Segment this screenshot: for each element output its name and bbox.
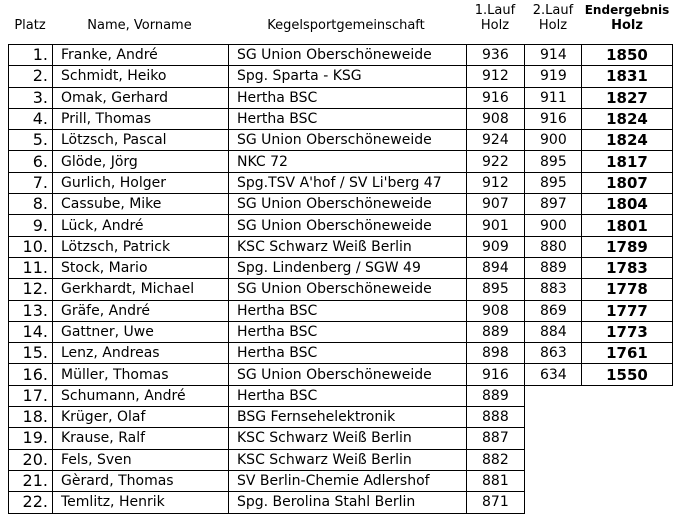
cell-lauf2: 869 bbox=[525, 300, 582, 321]
cell-lauf2: 900 bbox=[525, 215, 582, 236]
cell-lauf2 bbox=[525, 428, 582, 449]
cell-endergebnis: 1824 bbox=[582, 108, 673, 129]
table-row bbox=[9, 364, 673, 385]
cell-name: Franke, André bbox=[53, 45, 229, 66]
table-header bbox=[0, 0, 681, 40]
cell-endergebnis: 1789 bbox=[582, 236, 673, 257]
table-row bbox=[9, 215, 673, 236]
cell-lauf2: 897 bbox=[525, 194, 582, 215]
cell-endergebnis: 1804 bbox=[582, 194, 673, 215]
cell-lauf1: 894 bbox=[467, 257, 525, 278]
cell-verein: SG Union Oberschöneweide bbox=[229, 364, 467, 385]
cell-platz: 20. bbox=[9, 449, 53, 470]
table-row bbox=[9, 385, 673, 406]
cell-lauf1: 912 bbox=[467, 172, 525, 193]
table-row bbox=[9, 449, 673, 470]
cell-name: Gerkhardt, Michael bbox=[53, 279, 229, 300]
cell-platz: 16. bbox=[9, 364, 53, 385]
cell-platz: 21. bbox=[9, 470, 53, 491]
table-row bbox=[9, 428, 673, 449]
cell-lauf2 bbox=[525, 385, 582, 406]
table-row bbox=[9, 108, 673, 129]
cell-endergebnis: 1777 bbox=[582, 300, 673, 321]
cell-lauf1: 887 bbox=[467, 428, 525, 449]
cell-verein: Hertha BSC bbox=[229, 87, 467, 108]
cell-endergebnis: 1761 bbox=[582, 343, 673, 364]
cell-platz: 12. bbox=[9, 279, 53, 300]
cell-platz: 11. bbox=[9, 257, 53, 278]
cell-platz: 4. bbox=[9, 108, 53, 129]
cell-lauf1: 882 bbox=[467, 449, 525, 470]
cell-lauf2: 916 bbox=[525, 108, 582, 129]
cell-lauf2: 914 bbox=[525, 45, 582, 66]
cell-platz: 1. bbox=[9, 45, 53, 66]
cell-platz: 17. bbox=[9, 385, 53, 406]
cell-platz: 2. bbox=[9, 66, 53, 87]
header-lauf1-label: 1.Lauf bbox=[474, 3, 516, 18]
cell-lauf1: 916 bbox=[467, 364, 525, 385]
cell-name: Lück, André bbox=[53, 215, 229, 236]
cell-verein: SG Union Oberschöneweide bbox=[229, 45, 467, 66]
cell-lauf1: 912 bbox=[467, 66, 525, 87]
cell-name: Krause, Ralf bbox=[53, 428, 229, 449]
cell-endergebnis bbox=[582, 449, 673, 470]
cell-verein: Hertha BSC bbox=[229, 385, 467, 406]
cell-verein: KSC Schwarz Weiß Berlin bbox=[229, 449, 467, 470]
cell-endergebnis: 1850 bbox=[582, 45, 673, 66]
cell-lauf1: 901 bbox=[467, 215, 525, 236]
cell-lauf2 bbox=[525, 492, 582, 513]
cell-verein: KSC Schwarz Weiß Berlin bbox=[229, 236, 467, 257]
cell-lauf2: 911 bbox=[525, 87, 582, 108]
cell-lauf1: 916 bbox=[467, 87, 525, 108]
cell-platz: 19. bbox=[9, 428, 53, 449]
table-row bbox=[9, 151, 673, 172]
table-row bbox=[9, 172, 673, 193]
cell-platz: 18. bbox=[9, 407, 53, 428]
cell-platz: 8. bbox=[9, 194, 53, 215]
cell-lauf2: 919 bbox=[525, 66, 582, 87]
cell-endergebnis: 1550 bbox=[582, 364, 673, 385]
cell-verein: KSC Schwarz Weiß Berlin bbox=[229, 428, 467, 449]
cell-verein: SG Union Oberschöneweide bbox=[229, 279, 467, 300]
cell-platz: 3. bbox=[9, 87, 53, 108]
cell-verein: Hertha BSC bbox=[229, 343, 467, 364]
table-row bbox=[9, 279, 673, 300]
table-row bbox=[9, 492, 673, 513]
cell-lauf2: 880 bbox=[525, 236, 582, 257]
cell-name: Schmidt, Heiko bbox=[53, 66, 229, 87]
cell-verein: SV Berlin-Chemie Adlershof bbox=[229, 470, 467, 491]
table-row bbox=[9, 194, 673, 215]
cell-verein: Spg. Berolina Stahl Berlin bbox=[229, 492, 467, 513]
cell-endergebnis: 1773 bbox=[582, 321, 673, 342]
cell-lauf1: 936 bbox=[467, 45, 525, 66]
header-name: Name, Vorname bbox=[87, 18, 192, 33]
cell-verein: SG Union Oberschöneweide bbox=[229, 130, 467, 151]
cell-name: Stock, Mario bbox=[53, 257, 229, 278]
cell-verein: Hertha BSC bbox=[229, 300, 467, 321]
cell-lauf1: 924 bbox=[467, 130, 525, 151]
cell-lauf1: 888 bbox=[467, 407, 525, 428]
cell-verein: SG Union Oberschöneweide bbox=[229, 215, 467, 236]
cell-lauf1: 889 bbox=[467, 321, 525, 342]
cell-endergebnis bbox=[582, 385, 673, 406]
header-platz: Platz bbox=[14, 18, 46, 33]
results-body bbox=[9, 45, 673, 514]
cell-lauf2: 883 bbox=[525, 279, 582, 300]
cell-platz: 7. bbox=[9, 172, 53, 193]
cell-name: Lenz, Andreas bbox=[53, 343, 229, 364]
header-lauf2-label: 2.Lauf bbox=[532, 3, 574, 18]
cell-platz: 15. bbox=[9, 343, 53, 364]
cell-name: Gèrard, Thomas bbox=[53, 470, 229, 491]
cell-lauf2: 863 bbox=[525, 343, 582, 364]
results-table bbox=[8, 44, 673, 514]
cell-verein: Spg. Lindenberg / SGW 49 bbox=[229, 257, 467, 278]
cell-name: Müller, Thomas bbox=[53, 364, 229, 385]
cell-name: Fels, Sven bbox=[53, 449, 229, 470]
cell-lauf2: 895 bbox=[525, 151, 582, 172]
header-lauf2 bbox=[525, 3, 581, 33]
cell-endergebnis bbox=[582, 428, 673, 449]
cell-platz: 14. bbox=[9, 321, 53, 342]
header-end-label: Endergebnis bbox=[584, 3, 670, 17]
header-lauf1 bbox=[466, 3, 524, 33]
table-row bbox=[9, 45, 673, 66]
cell-lauf2: 634 bbox=[525, 364, 582, 385]
table-row bbox=[9, 300, 673, 321]
cell-name: Cassube, Mike bbox=[53, 194, 229, 215]
cell-platz: 9. bbox=[9, 215, 53, 236]
cell-verein: BSG Fernsehelektronik bbox=[229, 407, 467, 428]
cell-endergebnis bbox=[582, 407, 673, 428]
cell-name: Krüger, Olaf bbox=[53, 407, 229, 428]
cell-name: Gattner, Uwe bbox=[53, 321, 229, 342]
cell-verein: Hertha BSC bbox=[229, 321, 467, 342]
cell-endergebnis: 1783 bbox=[582, 257, 673, 278]
cell-lauf1: 889 bbox=[467, 385, 525, 406]
table-row bbox=[9, 87, 673, 108]
cell-platz: 10. bbox=[9, 236, 53, 257]
table-row bbox=[9, 321, 673, 342]
cell-endergebnis: 1827 bbox=[582, 87, 673, 108]
cell-lauf2: 889 bbox=[525, 257, 582, 278]
cell-lauf1: 895 bbox=[467, 279, 525, 300]
cell-lauf2: 895 bbox=[525, 172, 582, 193]
cell-platz: 22. bbox=[9, 492, 53, 513]
header-verein: Kegelsportgemeinschaft bbox=[267, 18, 425, 33]
cell-lauf2: 900 bbox=[525, 130, 582, 151]
cell-lauf2 bbox=[525, 407, 582, 428]
cell-lauf2 bbox=[525, 449, 582, 470]
cell-endergebnis: 1824 bbox=[582, 130, 673, 151]
cell-endergebnis: 1831 bbox=[582, 66, 673, 87]
cell-lauf2 bbox=[525, 470, 582, 491]
cell-verein: Spg. Sparta - KSG bbox=[229, 66, 467, 87]
cell-lauf1: 922 bbox=[467, 151, 525, 172]
cell-lauf1: 898 bbox=[467, 343, 525, 364]
table-row bbox=[9, 407, 673, 428]
cell-platz: 13. bbox=[9, 300, 53, 321]
cell-name: Temlitz, Henrik bbox=[53, 492, 229, 513]
table-row bbox=[9, 236, 673, 257]
cell-endergebnis bbox=[582, 470, 673, 491]
cell-lauf1: 871 bbox=[467, 492, 525, 513]
cell-verein: SG Union Oberschöneweide bbox=[229, 194, 467, 215]
cell-endergebnis: 1778 bbox=[582, 279, 673, 300]
cell-name: Gräfe, André bbox=[53, 300, 229, 321]
table-row bbox=[9, 470, 673, 491]
cell-endergebnis: 1817 bbox=[582, 151, 673, 172]
cell-verein: Hertha BSC bbox=[229, 108, 467, 129]
table-row bbox=[9, 66, 673, 87]
table-row bbox=[9, 257, 673, 278]
cell-endergebnis: 1807 bbox=[582, 172, 673, 193]
cell-endergebnis: 1801 bbox=[582, 215, 673, 236]
cell-name: Prill, Thomas bbox=[53, 108, 229, 129]
cell-lauf1: 908 bbox=[467, 300, 525, 321]
table-row bbox=[9, 343, 673, 364]
cell-lauf1: 907 bbox=[467, 194, 525, 215]
header-end-unit: Holz bbox=[611, 18, 643, 33]
cell-lauf1: 909 bbox=[467, 236, 525, 257]
table-row bbox=[9, 130, 673, 151]
cell-lauf1: 908 bbox=[467, 108, 525, 129]
cell-name: Gurlich, Holger bbox=[53, 172, 229, 193]
cell-name: Schumann, André bbox=[53, 385, 229, 406]
cell-verein: NKC 72 bbox=[229, 151, 467, 172]
cell-lauf1: 881 bbox=[467, 470, 525, 491]
cell-name: Omak, Gerhard bbox=[53, 87, 229, 108]
header-lauf1-unit: Holz bbox=[480, 18, 510, 33]
cell-verein: Spg.TSV A'hof / SV Li'berg 47 bbox=[229, 172, 467, 193]
cell-endergebnis bbox=[582, 492, 673, 513]
cell-platz: 6. bbox=[9, 151, 53, 172]
cell-name: Lötzsch, Pascal bbox=[53, 130, 229, 151]
header-lauf2-unit: Holz bbox=[538, 18, 568, 33]
cell-lauf2: 884 bbox=[525, 321, 582, 342]
header-endergebnis bbox=[582, 3, 672, 33]
cell-name: Lötzsch, Patrick bbox=[53, 236, 229, 257]
cell-name: Glöde, Jörg bbox=[53, 151, 229, 172]
cell-platz: 5. bbox=[9, 130, 53, 151]
